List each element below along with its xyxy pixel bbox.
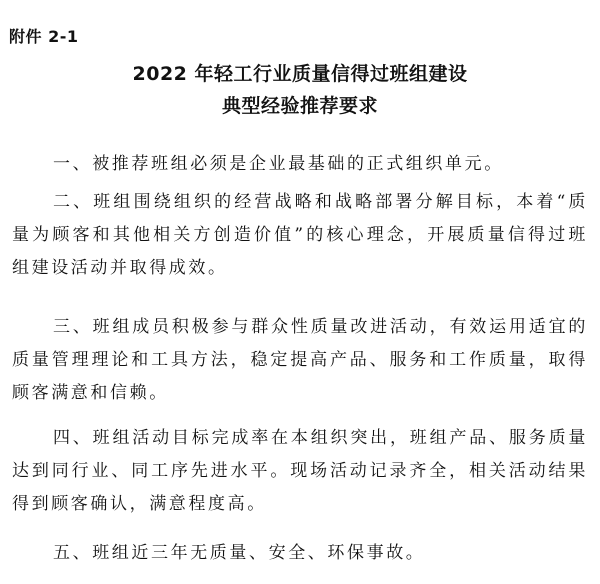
- requirement-paragraph-4: 四、班组活动目标完成率在本组织突出，班组产品、服务质量达到同行业、同工序先进水平。现场活动记录齐全，相关活动结果得到顾客确认，满意程度高。: [12, 428, 588, 514]
- attachment-label: 附件 2-1: [9, 27, 79, 46]
- requirement-paragraph-1: 一、被推荐班组必须是企业最基础的正式组织单元。: [53, 154, 504, 174]
- requirement-paragraph-5: 五、班组近三年无质量、安全、环保事故。: [53, 543, 426, 563]
- document-title-line-2: 典型经验推荐要求: [221, 95, 378, 117]
- requirement-paragraph-3: 三、班组成员积极参与群众性质量改进活动，有效运用适宜的质量管理理论和工具方法，稳定提高产品、服务和工作质量，取得顾客满意和信赖。: [12, 317, 588, 403]
- requirement-paragraph-2: 二、班组围绕组织的经营战略和战略部署分解目标，本着“质量为顾客和其他相关方创造价值”的核心理念，开展质量信得过班组建设活动并取得成效。: [12, 192, 588, 278]
- document-title-line-1: 2022 年轻工行业质量信得过班组建设: [132, 63, 468, 85]
